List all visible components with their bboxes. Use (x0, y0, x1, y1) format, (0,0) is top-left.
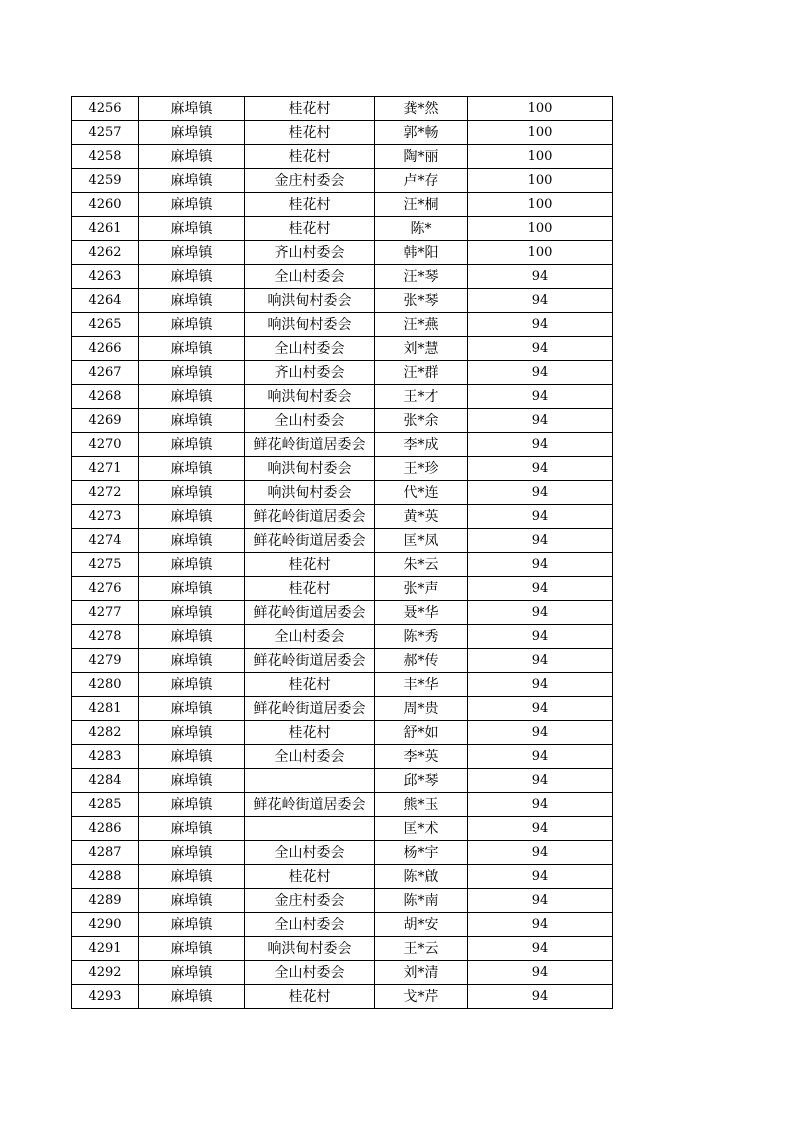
table-row (72, 217, 613, 241)
cell-village: 鲜花岭街道居委会 (245, 433, 375, 457)
cell-village: 桂花村 (245, 145, 375, 169)
cell-serial-number: 4282 (72, 721, 139, 745)
cell-village: 响洪甸村委会 (245, 481, 375, 505)
table-row (72, 625, 613, 649)
cell-serial-number: 4257 (72, 121, 139, 145)
cell-person-name: 龚*然 (375, 97, 468, 121)
table-row (72, 121, 613, 145)
cell-serial-number: 4267 (72, 361, 139, 385)
table-row (72, 313, 613, 337)
cell-serial-number: 4281 (72, 697, 139, 721)
cell-person-name: 丰*华 (375, 673, 468, 697)
cell-score: 94 (468, 769, 613, 793)
cell-score: 94 (468, 841, 613, 865)
cell-serial-number: 4291 (72, 937, 139, 961)
cell-town: 麻埠镇 (139, 361, 245, 385)
cell-serial-number: 4262 (72, 241, 139, 265)
cell-town: 麻埠镇 (139, 793, 245, 817)
cell-score: 94 (468, 337, 613, 361)
cell-town: 麻埠镇 (139, 553, 245, 577)
cell-town: 麻埠镇 (139, 337, 245, 361)
cell-score: 94 (468, 529, 613, 553)
cell-village: 金庄村委会 (245, 169, 375, 193)
cell-person-name: 张*声 (375, 577, 468, 601)
cell-serial-number: 4259 (72, 169, 139, 193)
cell-person-name: 卢*存 (375, 169, 468, 193)
cell-serial-number: 4271 (72, 457, 139, 481)
cell-score: 94 (468, 601, 613, 625)
cell-score: 94 (468, 865, 613, 889)
cell-town: 麻埠镇 (139, 649, 245, 673)
cell-score: 94 (468, 313, 613, 337)
cell-village: 桂花村 (245, 553, 375, 577)
cell-person-name: 舒*如 (375, 721, 468, 745)
cell-village: 桂花村 (245, 97, 375, 121)
cell-serial-number: 4275 (72, 553, 139, 577)
cell-person-name: 朱*云 (375, 553, 468, 577)
cell-person-name: 王*珍 (375, 457, 468, 481)
cell-serial-number: 4277 (72, 601, 139, 625)
cell-town: 麻埠镇 (139, 241, 245, 265)
cell-village: 全山村委会 (245, 745, 375, 769)
cell-score: 94 (468, 409, 613, 433)
cell-person-name: 代*连 (375, 481, 468, 505)
cell-serial-number: 4269 (72, 409, 139, 433)
cell-score: 100 (468, 169, 613, 193)
cell-town: 麻埠镇 (139, 217, 245, 241)
cell-person-name: 张*余 (375, 409, 468, 433)
table-row (72, 193, 613, 217)
cell-village: 鲜花岭街道居委会 (245, 649, 375, 673)
cell-person-name: 张*琴 (375, 289, 468, 313)
table-row (72, 769, 613, 793)
table-row (72, 889, 613, 913)
table-row (72, 481, 613, 505)
cell-village: 桂花村 (245, 721, 375, 745)
table-row (72, 337, 613, 361)
cell-town: 麻埠镇 (139, 481, 245, 505)
cell-score: 94 (468, 817, 613, 841)
cell-village: 全山村委会 (245, 337, 375, 361)
table-row (72, 505, 613, 529)
cell-village: 全山村委会 (245, 265, 375, 289)
cell-town: 麻埠镇 (139, 457, 245, 481)
cell-village: 桂花村 (245, 985, 375, 1009)
cell-serial-number: 4264 (72, 289, 139, 313)
cell-serial-number: 4284 (72, 769, 139, 793)
cell-town: 麻埠镇 (139, 817, 245, 841)
cell-score: 94 (468, 457, 613, 481)
cell-score: 94 (468, 553, 613, 577)
cell-score: 94 (468, 913, 613, 937)
cell-person-name: 韩*阳 (375, 241, 468, 265)
cell-village: 桂花村 (245, 865, 375, 889)
table-row (72, 361, 613, 385)
cell-serial-number: 4278 (72, 625, 139, 649)
cell-score: 94 (468, 505, 613, 529)
cell-serial-number: 4288 (72, 865, 139, 889)
cell-serial-number: 4276 (72, 577, 139, 601)
table-row (72, 985, 613, 1009)
cell-village: 全山村委会 (245, 409, 375, 433)
cell-person-name: 李*英 (375, 745, 468, 769)
cell-person-name: 戈*芹 (375, 985, 468, 1009)
table-row (72, 961, 613, 985)
cell-score: 94 (468, 361, 613, 385)
cell-village: 桂花村 (245, 217, 375, 241)
cell-village: 桂花村 (245, 121, 375, 145)
cell-score: 100 (468, 145, 613, 169)
cell-town: 麻埠镇 (139, 697, 245, 721)
cell-person-name: 汪*桐 (375, 193, 468, 217)
table-row (72, 817, 613, 841)
table-row (72, 937, 613, 961)
cell-village: 齐山村委会 (245, 361, 375, 385)
cell-score: 94 (468, 961, 613, 985)
cell-score: 94 (468, 577, 613, 601)
cell-village (245, 769, 375, 793)
cell-village: 响洪甸村委会 (245, 385, 375, 409)
cell-score: 100 (468, 193, 613, 217)
cell-village: 桂花村 (245, 577, 375, 601)
cell-village: 响洪甸村委会 (245, 289, 375, 313)
cell-person-name: 汪*燕 (375, 313, 468, 337)
cell-village: 响洪甸村委会 (245, 937, 375, 961)
cell-town: 麻埠镇 (139, 625, 245, 649)
cell-village: 桂花村 (245, 193, 375, 217)
cell-serial-number: 4272 (72, 481, 139, 505)
table-row (72, 697, 613, 721)
table-row (72, 913, 613, 937)
cell-town: 麻埠镇 (139, 937, 245, 961)
table-row (72, 145, 613, 169)
cell-village: 桂花村 (245, 673, 375, 697)
cell-town: 麻埠镇 (139, 577, 245, 601)
cell-score: 100 (468, 121, 613, 145)
cell-serial-number: 4287 (72, 841, 139, 865)
cell-town: 麻埠镇 (139, 145, 245, 169)
cell-person-name: 刘*清 (375, 961, 468, 985)
cell-town: 麻埠镇 (139, 985, 245, 1009)
cell-town: 麻埠镇 (139, 601, 245, 625)
cell-person-name: 汪*群 (375, 361, 468, 385)
table-row (72, 841, 613, 865)
cell-serial-number: 4258 (72, 145, 139, 169)
cell-village: 全山村委会 (245, 913, 375, 937)
cell-town: 麻埠镇 (139, 865, 245, 889)
table-row (72, 265, 613, 289)
cell-score: 94 (468, 793, 613, 817)
table-row (72, 553, 613, 577)
table-row (72, 673, 613, 697)
table-row (72, 577, 613, 601)
cell-town: 麻埠镇 (139, 841, 245, 865)
cell-serial-number: 4268 (72, 385, 139, 409)
cell-score: 94 (468, 697, 613, 721)
cell-village: 鲜花岭街道居委会 (245, 529, 375, 553)
cell-town: 麻埠镇 (139, 169, 245, 193)
cell-person-name: 黄*英 (375, 505, 468, 529)
cell-town: 麻埠镇 (139, 505, 245, 529)
cell-serial-number: 4290 (72, 913, 139, 937)
cell-person-name: 汪*琴 (375, 265, 468, 289)
cell-serial-number: 4286 (72, 817, 139, 841)
table-row (72, 241, 613, 265)
cell-serial-number: 4263 (72, 265, 139, 289)
cell-person-name: 熊*玉 (375, 793, 468, 817)
cell-town: 麻埠镇 (139, 265, 245, 289)
table-row (72, 601, 613, 625)
cell-person-name: 郝*传 (375, 649, 468, 673)
cell-person-name: 聂*华 (375, 601, 468, 625)
cell-serial-number: 4293 (72, 985, 139, 1009)
cell-score: 100 (468, 97, 613, 121)
table-body (72, 97, 613, 1009)
cell-score: 100 (468, 241, 613, 265)
cell-score: 94 (468, 721, 613, 745)
data-table (71, 96, 613, 1009)
cell-serial-number: 4273 (72, 505, 139, 529)
cell-person-name: 周*贵 (375, 697, 468, 721)
table-row (72, 649, 613, 673)
cell-score: 94 (468, 625, 613, 649)
cell-village: 全山村委会 (245, 961, 375, 985)
cell-score: 94 (468, 889, 613, 913)
cell-town: 麻埠镇 (139, 193, 245, 217)
table-row (72, 793, 613, 817)
cell-score: 94 (468, 433, 613, 457)
cell-serial-number: 4280 (72, 673, 139, 697)
cell-person-name: 邱*琴 (375, 769, 468, 793)
cell-town: 麻埠镇 (139, 385, 245, 409)
cell-person-name: 杨*宇 (375, 841, 468, 865)
cell-town: 麻埠镇 (139, 529, 245, 553)
cell-serial-number: 4260 (72, 193, 139, 217)
cell-person-name: 李*成 (375, 433, 468, 457)
cell-town: 麻埠镇 (139, 313, 245, 337)
table-row (72, 289, 613, 313)
cell-person-name: 陈* (375, 217, 468, 241)
cell-person-name: 陈*啟 (375, 865, 468, 889)
cell-village: 鲜花岭街道居委会 (245, 697, 375, 721)
cell-serial-number: 4283 (72, 745, 139, 769)
cell-village: 齐山村委会 (245, 241, 375, 265)
cell-serial-number: 4270 (72, 433, 139, 457)
cell-score: 94 (468, 649, 613, 673)
cell-village: 全山村委会 (245, 841, 375, 865)
cell-village: 金庄村委会 (245, 889, 375, 913)
cell-town: 麻埠镇 (139, 433, 245, 457)
table-row (72, 97, 613, 121)
table-row (72, 721, 613, 745)
table-row (72, 409, 613, 433)
cell-score: 94 (468, 745, 613, 769)
table-row (72, 433, 613, 457)
cell-town: 麻埠镇 (139, 961, 245, 985)
cell-person-name: 匡*凤 (375, 529, 468, 553)
cell-town: 麻埠镇 (139, 745, 245, 769)
cell-town: 麻埠镇 (139, 121, 245, 145)
cell-town: 麻埠镇 (139, 673, 245, 697)
cell-village (245, 817, 375, 841)
table-row (72, 385, 613, 409)
cell-serial-number: 4274 (72, 529, 139, 553)
table-row (72, 745, 613, 769)
table-row (72, 865, 613, 889)
cell-person-name: 王*才 (375, 385, 468, 409)
cell-village: 全山村委会 (245, 625, 375, 649)
cell-serial-number: 4266 (72, 337, 139, 361)
cell-score: 94 (468, 481, 613, 505)
cell-score: 100 (468, 217, 613, 241)
cell-person-name: 王*云 (375, 937, 468, 961)
cell-village: 响洪甸村委会 (245, 313, 375, 337)
cell-serial-number: 4279 (72, 649, 139, 673)
cell-village: 响洪甸村委会 (245, 457, 375, 481)
table-row (72, 169, 613, 193)
cell-town: 麻埠镇 (139, 289, 245, 313)
cell-village: 鲜花岭街道居委会 (245, 601, 375, 625)
cell-serial-number: 4261 (72, 217, 139, 241)
cell-score: 94 (468, 385, 613, 409)
cell-town: 麻埠镇 (139, 913, 245, 937)
cell-village: 鲜花岭街道居委会 (245, 793, 375, 817)
cell-town: 麻埠镇 (139, 769, 245, 793)
cell-score: 94 (468, 673, 613, 697)
cell-town: 麻埠镇 (139, 97, 245, 121)
cell-village: 鲜花岭街道居委会 (245, 505, 375, 529)
cell-town: 麻埠镇 (139, 889, 245, 913)
cell-score: 94 (468, 265, 613, 289)
cell-serial-number: 4256 (72, 97, 139, 121)
table-row (72, 529, 613, 553)
cell-person-name: 刘*慧 (375, 337, 468, 361)
cell-score: 94 (468, 937, 613, 961)
cell-person-name: 陈*秀 (375, 625, 468, 649)
cell-serial-number: 4285 (72, 793, 139, 817)
cell-serial-number: 4289 (72, 889, 139, 913)
cell-serial-number: 4292 (72, 961, 139, 985)
cell-score: 94 (468, 289, 613, 313)
cell-person-name: 匡*术 (375, 817, 468, 841)
cell-person-name: 陶*丽 (375, 145, 468, 169)
cell-town: 麻埠镇 (139, 721, 245, 745)
table-row (72, 457, 613, 481)
cell-score: 94 (468, 985, 613, 1009)
cell-person-name: 郭*畅 (375, 121, 468, 145)
cell-town: 麻埠镇 (139, 409, 245, 433)
cell-serial-number: 4265 (72, 313, 139, 337)
cell-person-name: 胡*安 (375, 913, 468, 937)
cell-person-name: 陈*南 (375, 889, 468, 913)
